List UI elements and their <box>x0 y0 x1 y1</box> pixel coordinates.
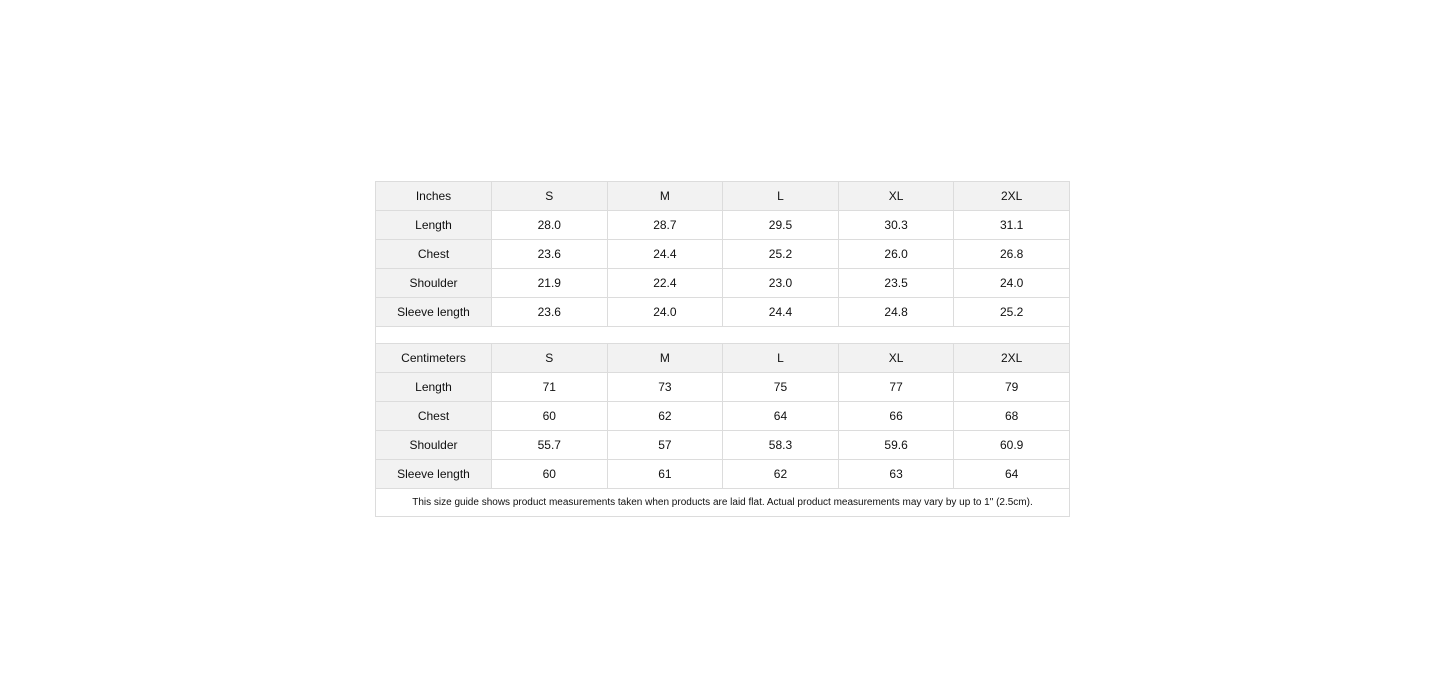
size-header-l: L <box>723 344 839 373</box>
row-label: Length <box>376 373 492 402</box>
size-header-m: M <box>607 344 723 373</box>
table-cell: 58.3 <box>723 431 839 460</box>
size-header-s: S <box>492 182 608 211</box>
table-cell: 22.4 <box>607 269 723 298</box>
row-label: Shoulder <box>376 431 492 460</box>
centimeters-row-sleeve-length <box>376 460 1070 489</box>
table-cell: 60 <box>492 402 608 431</box>
centimeters-row-chest <box>376 402 1070 431</box>
size-guide-note: This size guide shows product measurements taken when products are laid flat. Actual product measurements may vary by up to 1" (2.5cm). <box>376 489 1070 517</box>
size-header-xl: XL <box>838 344 954 373</box>
inches-row-length <box>376 211 1070 240</box>
table-cell: 26.0 <box>838 240 954 269</box>
table-cell: 61 <box>607 460 723 489</box>
table-cell: 24.4 <box>723 298 839 327</box>
table-cell: 79 <box>954 373 1070 402</box>
centimeters-header-row <box>376 344 1070 373</box>
section-spacer <box>376 327 1070 344</box>
row-label: Sleeve length <box>376 298 492 327</box>
size-header-2xl: 2XL <box>954 344 1070 373</box>
table-cell: 23.6 <box>492 298 608 327</box>
table-cell: 23.6 <box>492 240 608 269</box>
table-cell: 28.7 <box>607 211 723 240</box>
table-cell: 63 <box>838 460 954 489</box>
table-cell: 24.4 <box>607 240 723 269</box>
size-guide-note-row <box>376 489 1070 517</box>
table-cell: 24.8 <box>838 298 954 327</box>
table-cell: 30.3 <box>838 211 954 240</box>
table-cell: 25.2 <box>723 240 839 269</box>
size-header-m: M <box>607 182 723 211</box>
table-cell: 26.8 <box>954 240 1070 269</box>
table-cell: 62 <box>607 402 723 431</box>
table-cell: 64 <box>723 402 839 431</box>
table-cell: 71 <box>492 373 608 402</box>
spacer-cell <box>376 327 1070 344</box>
table-cell: 62 <box>723 460 839 489</box>
table-cell: 23.5 <box>838 269 954 298</box>
size-header-2xl: 2XL <box>954 182 1070 211</box>
inches-row-chest <box>376 240 1070 269</box>
table-cell: 68 <box>954 402 1070 431</box>
row-label: Shoulder <box>376 269 492 298</box>
inches-header-row <box>376 182 1070 211</box>
table-cell: 77 <box>838 373 954 402</box>
table-cell: 31.1 <box>954 211 1070 240</box>
table-cell: 25.2 <box>954 298 1070 327</box>
table-cell: 29.5 <box>723 211 839 240</box>
inches-row-shoulder <box>376 269 1070 298</box>
table-cell: 60 <box>492 460 608 489</box>
row-label: Chest <box>376 402 492 431</box>
table-cell: 55.7 <box>492 431 608 460</box>
centimeters-row-length <box>376 373 1070 402</box>
table-cell: 21.9 <box>492 269 608 298</box>
row-label: Length <box>376 211 492 240</box>
table-cell: 66 <box>838 402 954 431</box>
row-label: Sleeve length <box>376 460 492 489</box>
size-header-xl: XL <box>838 182 954 211</box>
inches-unit-header: Inches <box>376 182 492 211</box>
size-chart-table <box>375 181 1070 517</box>
size-header-s: S <box>492 344 608 373</box>
centimeters-row-shoulder <box>376 431 1070 460</box>
size-header-l: L <box>723 182 839 211</box>
table-cell: 23.0 <box>723 269 839 298</box>
table-cell: 57 <box>607 431 723 460</box>
table-cell: 24.0 <box>954 269 1070 298</box>
table-cell: 64 <box>954 460 1070 489</box>
inches-row-sleeve-length <box>376 298 1070 327</box>
row-label: Chest <box>376 240 492 269</box>
centimeters-unit-header: Centimeters <box>376 344 492 373</box>
table-cell: 24.0 <box>607 298 723 327</box>
table-cell: 59.6 <box>838 431 954 460</box>
table-cell: 75 <box>723 373 839 402</box>
table-cell: 28.0 <box>492 211 608 240</box>
table-cell: 73 <box>607 373 723 402</box>
table-cell: 60.9 <box>954 431 1070 460</box>
